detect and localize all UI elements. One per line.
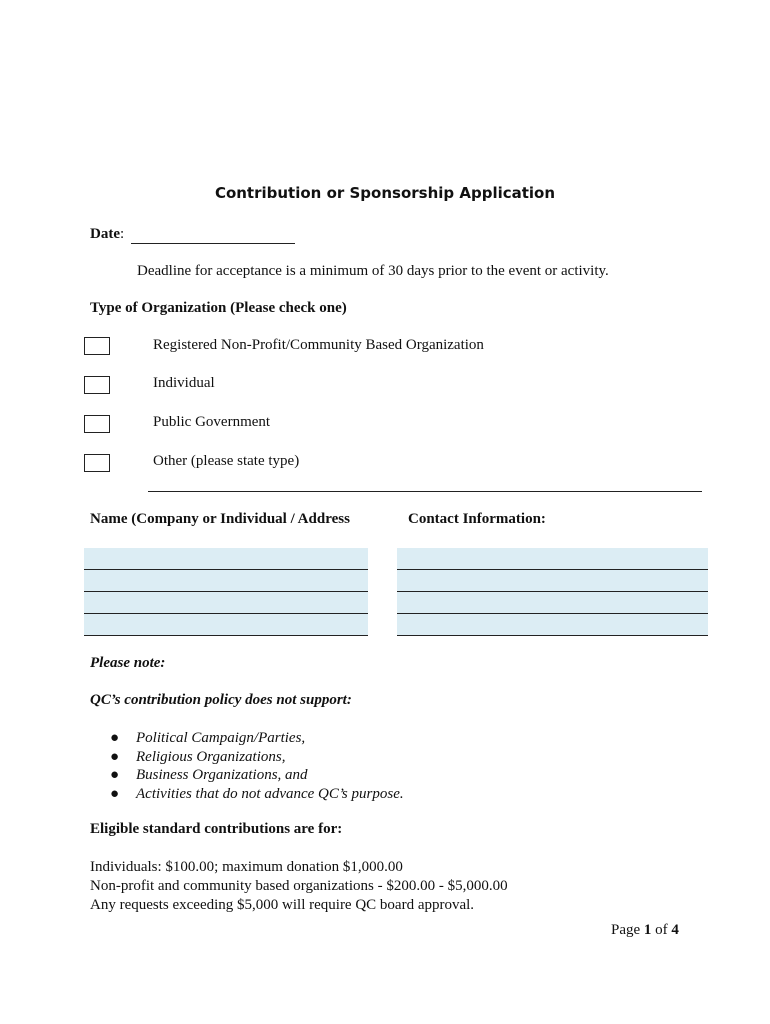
- other-type-input-line[interactable]: [148, 491, 702, 492]
- checkbox-public-government[interactable]: [84, 415, 110, 433]
- list-item: [110, 785, 404, 804]
- rate-individuals: Individuals: $100.00; maximum donation $1,000.00: [90, 859, 403, 875]
- of-word: of: [655, 922, 668, 938]
- option-other-label: Other (please state type): [153, 453, 300, 469]
- policy-heading: QC’s contribution policy does not support:: [90, 692, 352, 708]
- contribution-rates: [90, 858, 508, 915]
- date-input-line[interactable]: [131, 243, 295, 244]
- rate-nonprofit: Non-profit and community based organizations - $200.00 - $5,000.00: [90, 878, 508, 894]
- bullet-icon: ●: [110, 748, 120, 765]
- eligible-heading: Eligible standard contributions are for:: [90, 821, 343, 837]
- list-item: [110, 766, 404, 785]
- list-item: [110, 729, 404, 748]
- please-note-heading: Please note:: [90, 655, 166, 671]
- policy-exclusions-list: [110, 729, 404, 803]
- exclusion-text: Religious Organizations,: [136, 748, 286, 765]
- name-field-2[interactable]: [84, 570, 368, 592]
- bullet-icon: ●: [110, 730, 120, 746]
- form-title: Contribution or Sponsorship Application: [214, 184, 556, 202]
- contact-field-1[interactable]: [397, 548, 708, 570]
- name-field-1[interactable]: [84, 548, 368, 570]
- contact-field-4[interactable]: [397, 614, 708, 636]
- org-type-heading: Type of Organization (Please check one): [90, 300, 347, 316]
- rate-board-approval: Any requests exceeding $5,000 will require QC board approval.: [90, 897, 475, 913]
- date-colon: :: [120, 226, 125, 242]
- exclusion-text: Business Organizations, and: [136, 767, 308, 783]
- name-field-4[interactable]: [84, 614, 368, 636]
- total-pages: 4: [671, 922, 679, 938]
- page-number: [611, 922, 679, 939]
- option-individual-label: Individual: [153, 375, 215, 391]
- date-label-text: Date: [90, 226, 120, 242]
- option-public-government-label: Public Government: [153, 414, 271, 430]
- name-field-3[interactable]: [84, 592, 368, 614]
- bullet-icon: ●: [110, 785, 120, 802]
- current-page: 1: [643, 922, 652, 938]
- checkbox-individual[interactable]: [84, 376, 110, 394]
- deadline-note: Deadline for acceptance is a minimum of 30 days prior to the event or activity.: [137, 263, 609, 279]
- option-nonprofit-label: Registered Non-Profit/Community Based Organization: [153, 337, 484, 353]
- contact-field-3[interactable]: [397, 592, 708, 614]
- contact-field-2[interactable]: [397, 570, 708, 592]
- date-label: [90, 226, 124, 243]
- bullet-icon: ●: [110, 767, 120, 783]
- list-item: [110, 748, 404, 767]
- exclusion-text: Activities that do not advance QC’s purpose.: [136, 785, 404, 802]
- name-address-heading: Name (Company or Individual / Address: [90, 511, 350, 527]
- contact-info-heading: Contact Information:: [408, 511, 546, 527]
- checkbox-other[interactable]: [84, 454, 110, 472]
- checkbox-nonprofit[interactable]: [84, 337, 110, 355]
- exclusion-text: Political Campaign/Parties,: [136, 730, 306, 746]
- page-word: Page: [611, 922, 641, 938]
